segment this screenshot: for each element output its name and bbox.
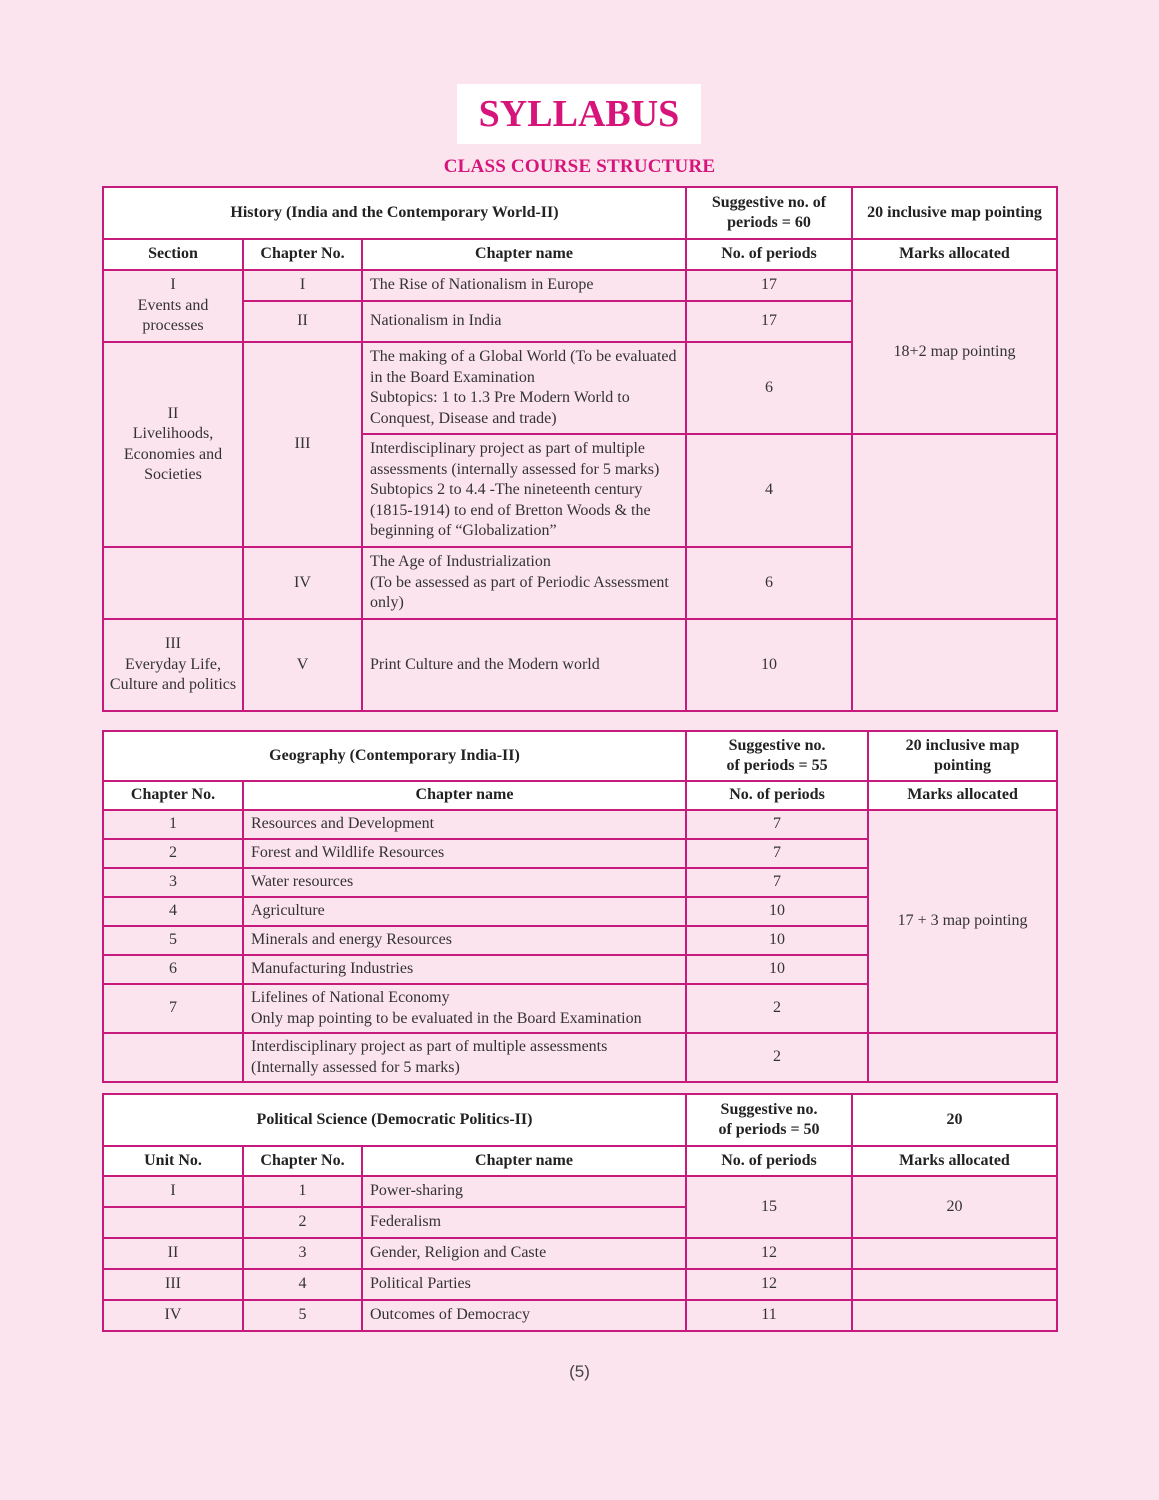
periods-cell: 11 bbox=[686, 1300, 852, 1331]
periods-cell: 17 bbox=[686, 301, 852, 342]
chapter-no-cell: 7 bbox=[103, 984, 243, 1033]
periods-cell: 10 bbox=[686, 955, 868, 984]
periods-cell: 2 bbox=[686, 984, 868, 1033]
unit-no-cell: II bbox=[103, 1238, 243, 1269]
political-science-table bbox=[102, 1093, 1058, 1332]
chapter-name-cell: Forest and Wildlife Resources bbox=[243, 839, 686, 868]
marks-cell: 17 + 3 map pointing bbox=[868, 810, 1057, 1033]
col-chapter-no: Chapter No. bbox=[103, 781, 243, 810]
chapter-no-cell: 3 bbox=[103, 868, 243, 897]
periods-cell: 6 bbox=[686, 342, 852, 434]
chapter-no-cell: 4 bbox=[103, 897, 243, 926]
table-row bbox=[103, 1176, 1057, 1207]
chapter-name-cell: Agriculture bbox=[243, 897, 686, 926]
marks-cell bbox=[852, 1238, 1057, 1269]
chapter-no-cell: IV bbox=[243, 547, 362, 619]
chapter-name-cell: Interdisciplinary project as part of multiple assessments (Internally assessed for 5 marks) bbox=[243, 1033, 686, 1082]
col-unit-no: Unit No. bbox=[103, 1146, 243, 1176]
chapter-no-cell: 1 bbox=[103, 810, 243, 839]
chapter-name-cell: The Rise of Nationalism in Europe bbox=[362, 270, 686, 301]
periods-cell: 10 bbox=[686, 897, 868, 926]
chapter-name-cell: Interdisciplinary project as part of multiple assessments (internally assessed for 5 marks) Subtopics 2 to 4.4 -The nineteenth century (1815-1914) to end of Bretton Woods & the beginning of “Globalization” bbox=[362, 434, 686, 547]
periods-cell: 10 bbox=[686, 619, 852, 711]
chapter-no-cell: 5 bbox=[243, 1300, 362, 1331]
unit-no-cell bbox=[103, 1207, 243, 1238]
table-row bbox=[103, 270, 1057, 301]
chapter-no-cell: III bbox=[243, 342, 362, 547]
periods-cell: 2 bbox=[686, 1033, 868, 1082]
political-marks-header: 20 bbox=[852, 1094, 1057, 1146]
chapter-name-cell: Gender, Religion and Caste bbox=[362, 1238, 686, 1269]
chapter-name-cell: Resources and Development bbox=[243, 810, 686, 839]
page-number: (5) bbox=[569, 1362, 590, 1381]
chapter-name-cell: Lifelines of National Economy Only map pointing to be evaluated in the Board Examination bbox=[243, 984, 686, 1033]
marks-cell bbox=[868, 1033, 1057, 1082]
geography-map-pointing: 20 inclusive map pointing bbox=[868, 731, 1057, 781]
section-cell: II Livelihoods, Economies and Societies bbox=[103, 342, 243, 547]
geography-subject-header: Geography (Contemporary India-II) bbox=[103, 731, 686, 781]
history-table bbox=[102, 186, 1058, 712]
chapter-name-cell: The making of a Global World (To be evaluated in the Board Examination Subtopics: 1 to 1.3 Pre Modern World to Conquest, Disease and trade) bbox=[362, 342, 686, 434]
chapter-name-cell: Power-sharing bbox=[362, 1176, 686, 1207]
col-periods: No. of periods bbox=[686, 1146, 852, 1176]
chapter-no-cell: 4 bbox=[243, 1269, 362, 1300]
col-periods: No. of periods bbox=[686, 239, 852, 270]
table-row bbox=[103, 619, 1057, 711]
col-chapter-name: Chapter name bbox=[362, 239, 686, 270]
periods-cell: 10 bbox=[686, 926, 868, 955]
periods-cell: 12 bbox=[686, 1269, 852, 1300]
political-subject-header: Political Science (Democratic Politics-II) bbox=[103, 1094, 686, 1146]
chapter-name-cell: Print Culture and the Modern world bbox=[362, 619, 686, 711]
unit-no-cell: I bbox=[103, 1176, 243, 1207]
periods-cell: 15 bbox=[686, 1176, 852, 1238]
page-subtitle: CLASS COURSE STRUCTURE bbox=[443, 156, 716, 177]
periods-cell: 17 bbox=[686, 270, 852, 301]
table-row bbox=[103, 1300, 1057, 1331]
chapter-no-cell bbox=[103, 1033, 243, 1082]
marks-cell bbox=[852, 1300, 1057, 1331]
table-row bbox=[103, 810, 1057, 839]
col-chapter-name: Chapter name bbox=[362, 1146, 686, 1176]
chapter-no-cell: 2 bbox=[243, 1207, 362, 1238]
chapter-no-cell: 3 bbox=[243, 1238, 362, 1269]
table-row bbox=[103, 1033, 1057, 1082]
political-suggestive-periods: Suggestive no. of periods = 50 bbox=[686, 1094, 852, 1146]
chapter-no-cell: II bbox=[243, 301, 362, 342]
periods-cell: 12 bbox=[686, 1238, 852, 1269]
col-chapter-no: Chapter No. bbox=[243, 239, 362, 270]
periods-cell: 4 bbox=[686, 434, 852, 547]
col-marks: Marks allocated bbox=[852, 239, 1057, 270]
chapter-name-cell: The Age of Industrialization (To be assessed as part of Periodic Assessment only) bbox=[362, 547, 686, 619]
chapter-name-cell: Nationalism in India bbox=[362, 301, 686, 342]
marks-cell: 20 bbox=[852, 1176, 1057, 1238]
history-suggestive-periods: Suggestive no. of periods = 60 bbox=[686, 187, 852, 239]
unit-no-cell: III bbox=[103, 1269, 243, 1300]
chapter-no-cell: 2 bbox=[103, 839, 243, 868]
table-row bbox=[103, 1269, 1057, 1300]
unit-no-cell: IV bbox=[103, 1300, 243, 1331]
col-marks: Marks allocated bbox=[868, 781, 1057, 810]
col-chapter-no: Chapter No. bbox=[243, 1146, 362, 1176]
col-section: Section bbox=[103, 239, 243, 270]
chapter-name-cell: Outcomes of Democracy bbox=[362, 1300, 686, 1331]
periods-cell: 6 bbox=[686, 547, 852, 619]
table-row bbox=[103, 1238, 1057, 1269]
marks-cell bbox=[852, 619, 1057, 711]
page-title: SYLLABUS bbox=[478, 93, 680, 135]
chapter-name-cell: Minerals and energy Resources bbox=[243, 926, 686, 955]
chapter-name-cell: Manufacturing Industries bbox=[243, 955, 686, 984]
chapter-no-cell: 1 bbox=[243, 1176, 362, 1207]
marks-cell bbox=[852, 1269, 1057, 1300]
history-map-pointing: 20 inclusive map pointing bbox=[852, 187, 1057, 239]
syllabus-title-box bbox=[457, 84, 701, 144]
history-subject-header: History (India and the Contemporary World-II) bbox=[103, 187, 686, 239]
periods-cell: 7 bbox=[686, 868, 868, 897]
col-marks: Marks allocated bbox=[852, 1146, 1057, 1176]
chapter-no-cell: V bbox=[243, 619, 362, 711]
geography-table bbox=[102, 730, 1058, 1083]
periods-cell: 7 bbox=[686, 810, 868, 839]
section-cell bbox=[103, 547, 243, 619]
chapter-no-cell: 5 bbox=[103, 926, 243, 955]
chapter-name-cell: Political Parties bbox=[362, 1269, 686, 1300]
section-cell: III Everyday Life, Culture and politics bbox=[103, 619, 243, 711]
section-cell: I Events and processes bbox=[103, 270, 243, 342]
chapter-name-cell: Federalism bbox=[362, 1207, 686, 1238]
chapter-name-cell: Water resources bbox=[243, 868, 686, 897]
chapter-no-cell: 6 bbox=[103, 955, 243, 984]
geography-suggestive-periods: Suggestive no. of periods = 55 bbox=[686, 731, 868, 781]
marks-cell: 18+2 map pointing bbox=[852, 270, 1057, 434]
marks-cell bbox=[852, 434, 1057, 619]
col-chapter-name: Chapter name bbox=[243, 781, 686, 810]
col-periods: No. of periods bbox=[686, 781, 868, 810]
periods-cell: 7 bbox=[686, 839, 868, 868]
chapter-no-cell: I bbox=[243, 270, 362, 301]
